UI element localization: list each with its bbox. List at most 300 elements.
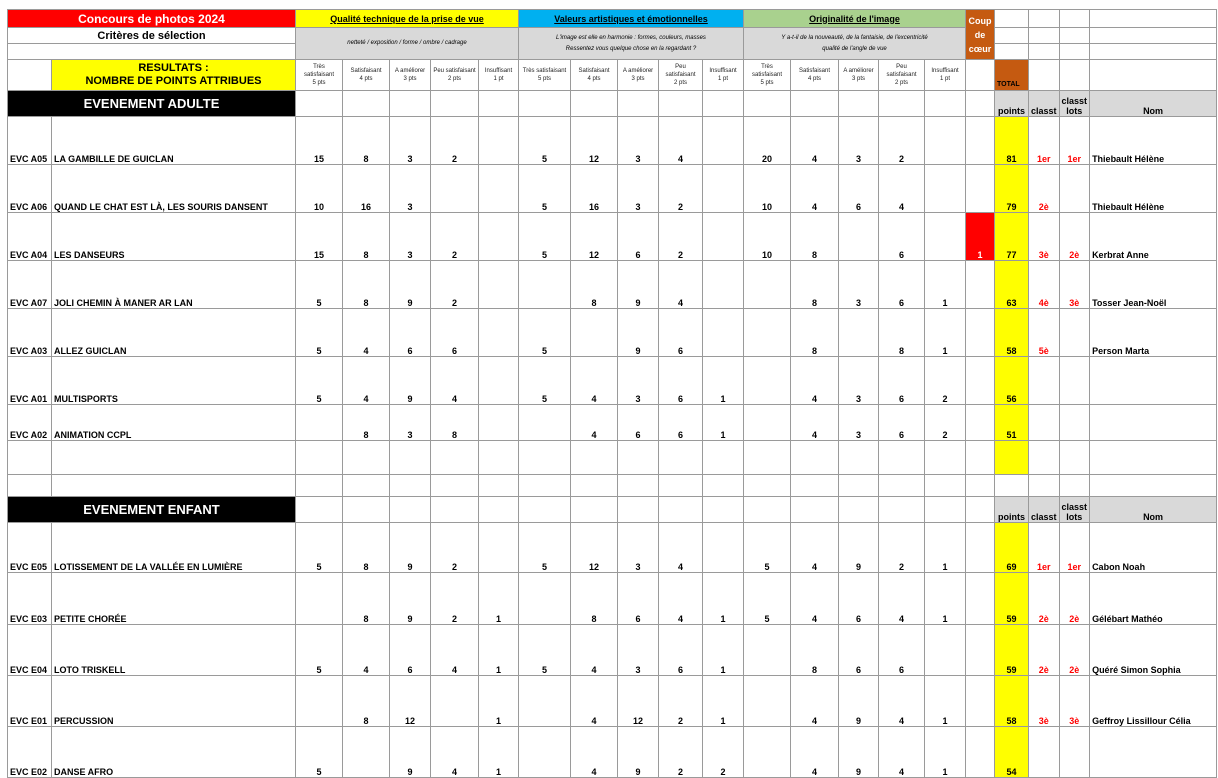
rating-label-1-3: Peu satisfaisant 2 pts <box>659 60 703 91</box>
score-cell: 4 <box>659 261 703 309</box>
score-cell: 5 <box>744 523 791 573</box>
coup-de-coeur-cell <box>966 676 995 727</box>
score-cell: 4 <box>879 165 925 213</box>
classt-cell: 1er <box>1029 117 1060 165</box>
score-cell: 6 <box>839 573 879 625</box>
score-cell: 5 <box>519 357 571 405</box>
score-cell: 10 <box>744 165 791 213</box>
score-cell: 6 <box>659 309 703 357</box>
score-cell <box>744 625 791 676</box>
author-name: Kerbrat Anne <box>1090 213 1217 261</box>
score-cell: 9 <box>839 727 879 778</box>
table-row <box>8 261 1217 309</box>
classt-lots-cell: 3è <box>1059 261 1090 309</box>
score-cell: 1 <box>925 523 966 573</box>
category-artistic-title: Valeurs artistiques et émotionnelles <box>519 10 744 28</box>
score-cell: 8 <box>791 213 839 261</box>
score-cell <box>296 676 343 727</box>
score-cell: 3 <box>839 261 879 309</box>
coup-de-coeur-cell <box>966 625 995 676</box>
classt-lots-cell: 3è <box>1059 676 1090 727</box>
score-cell <box>519 405 571 441</box>
section-title: EVENEMENT ENFANT <box>8 497 296 523</box>
table-row <box>8 117 1217 165</box>
score-cell: 4 <box>791 523 839 573</box>
photo-title: LES DANSEURS <box>52 213 296 261</box>
score-cell <box>925 117 966 165</box>
classt-lots-cell <box>1059 165 1090 213</box>
table-row <box>8 165 1217 213</box>
score-cell: 9 <box>390 357 431 405</box>
score-cell <box>744 405 791 441</box>
score-cell: 6 <box>618 405 659 441</box>
score-cell <box>925 213 966 261</box>
score-cell: 5 <box>296 357 343 405</box>
score-cell: 6 <box>879 357 925 405</box>
score-cell: 2 <box>431 573 479 625</box>
points-cell: 56 <box>995 357 1029 405</box>
score-cell: 4 <box>571 405 618 441</box>
classt-cell: 3è <box>1029 213 1060 261</box>
spreadsheet <box>7 9 1217 778</box>
nom-header: Nom <box>1090 91 1217 117</box>
points-cell: 59 <box>995 625 1029 676</box>
photo-code: EVC E03 <box>8 573 52 625</box>
photo-title: LOTISSEMENT DE LA VALLÉE EN LUMIÈRE <box>52 523 296 573</box>
score-cell: 2 <box>431 523 479 573</box>
score-cell: 1 <box>703 357 744 405</box>
table-row <box>8 625 1217 676</box>
score-cell: 3 <box>618 523 659 573</box>
score-cell: 6 <box>390 309 431 357</box>
author-name <box>1090 727 1217 778</box>
photo-title: LA GAMBILLE DE GUICLAN <box>52 117 296 165</box>
score-cell: 4 <box>659 573 703 625</box>
rating-label-2-1: Satisfaisant 4 pts <box>791 60 839 91</box>
score-cell: 4 <box>791 357 839 405</box>
score-cell: 4 <box>431 357 479 405</box>
coup-de-coeur-cell <box>966 117 995 165</box>
score-cell: 5 <box>519 213 571 261</box>
score-cell: 12 <box>390 676 431 727</box>
photo-code: EVC A06 <box>8 165 52 213</box>
score-cell: 4 <box>791 165 839 213</box>
table-row <box>8 213 1217 261</box>
score-cell: 3 <box>390 165 431 213</box>
score-cell: 5 <box>519 625 571 676</box>
score-cell: 4 <box>571 676 618 727</box>
score-cell: 4 <box>791 573 839 625</box>
score-cell <box>744 357 791 405</box>
classt-lots-cell: 2è <box>1059 573 1090 625</box>
category-technique-desc: netteté / exposition / forme / ombre / cadrage <box>296 28 519 60</box>
score-cell: 6 <box>390 625 431 676</box>
score-cell: 1 <box>925 676 966 727</box>
table-row <box>8 357 1217 405</box>
rating-label-0-0: Très satisfaisant 5 pts <box>296 60 343 91</box>
score-cell <box>479 357 519 405</box>
score-cell: 2 <box>925 405 966 441</box>
score-cell: 1 <box>479 727 519 778</box>
score-cell: 1 <box>925 309 966 357</box>
rating-label-0-3: Peu satisfaisant 2 pts <box>431 60 479 91</box>
points-cell: 54 <box>995 727 1029 778</box>
classt-lots-cell: 2è <box>1059 213 1090 261</box>
score-cell <box>479 405 519 441</box>
score-cell: 3 <box>390 213 431 261</box>
classt-lots-header: classt lots <box>1059 497 1090 523</box>
score-cell: 4 <box>659 117 703 165</box>
score-cell <box>703 213 744 261</box>
score-cell: 9 <box>618 261 659 309</box>
score-cell: 20 <box>744 117 791 165</box>
photo-title: ANIMATION CCPL <box>52 405 296 441</box>
score-cell: 2 <box>925 357 966 405</box>
score-cell: 6 <box>879 261 925 309</box>
score-cell: 10 <box>296 165 343 213</box>
score-cell <box>703 261 744 309</box>
coup-de-coeur-cell <box>966 523 995 573</box>
nom-header: Nom <box>1090 497 1217 523</box>
score-cell <box>744 676 791 727</box>
score-cell: 4 <box>343 309 390 357</box>
points-cell: 77 <box>995 213 1029 261</box>
score-cell: 5 <box>519 117 571 165</box>
results-table <box>7 9 1217 778</box>
score-cell: 1 <box>479 676 519 727</box>
photo-title: LOTO TRISKELL <box>52 625 296 676</box>
score-cell: 5 <box>519 165 571 213</box>
score-cell <box>744 309 791 357</box>
score-cell: 4 <box>431 625 479 676</box>
score-cell: 3 <box>618 357 659 405</box>
score-cell: 8 <box>571 573 618 625</box>
score-cell: 6 <box>618 213 659 261</box>
score-cell: 2 <box>659 676 703 727</box>
score-cell: 8 <box>343 573 390 625</box>
classt-cell: 1er <box>1029 523 1060 573</box>
rating-label-1-1: Satisfaisant 4 pts <box>571 60 618 91</box>
score-cell <box>431 676 479 727</box>
score-cell: 4 <box>343 625 390 676</box>
score-cell: 12 <box>618 676 659 727</box>
category-originality-desc: Y a-t-il de la nouveauté, de la fantaisie, de l'excentricité qualité de l'angle de vue <box>744 28 966 60</box>
photo-title: DANSE AFRO <box>52 727 296 778</box>
score-cell: 2 <box>431 261 479 309</box>
score-cell <box>839 309 879 357</box>
classt-cell: 4è <box>1029 261 1060 309</box>
score-cell: 4 <box>571 357 618 405</box>
score-cell: 5 <box>296 309 343 357</box>
photo-code: EVC E01 <box>8 676 52 727</box>
score-cell: 5 <box>296 625 343 676</box>
score-cell <box>925 625 966 676</box>
classt-cell: 2è <box>1029 165 1060 213</box>
photo-title: QUAND LE CHAT EST LÀ, LES SOURIS DANSENT <box>52 165 296 213</box>
category-technique-title: Qualité technique de la prise de vue <box>296 10 519 28</box>
category-originality-title: Originalité de l'image <box>744 10 966 28</box>
score-cell: 3 <box>390 405 431 441</box>
score-cell <box>519 727 571 778</box>
score-cell <box>343 727 390 778</box>
points-cell: 58 <box>995 676 1029 727</box>
score-cell <box>703 523 744 573</box>
coup-de-coeur-cell <box>966 573 995 625</box>
score-cell: 16 <box>343 165 390 213</box>
points-header: points <box>995 91 1029 117</box>
score-cell: 4 <box>791 117 839 165</box>
photo-code: EVC A03 <box>8 309 52 357</box>
points-cell: 63 <box>995 261 1029 309</box>
total-header: TOTAL <box>995 60 1029 91</box>
score-cell: 4 <box>791 405 839 441</box>
score-cell: 4 <box>791 727 839 778</box>
coup-de-coeur-cell <box>966 261 995 309</box>
author-name: Geffroy Lissillour Célia <box>1090 676 1217 727</box>
points-cell: 59 <box>995 573 1029 625</box>
coup-de-coeur-cell <box>966 405 995 441</box>
score-cell: 9 <box>390 573 431 625</box>
score-cell: 3 <box>618 165 659 213</box>
score-cell: 8 <box>343 261 390 309</box>
coup-de-coeur-cell <box>966 727 995 778</box>
score-cell <box>925 165 966 213</box>
rating-label-2-4: Insuffisant 1 pt <box>925 60 966 91</box>
score-cell: 5 <box>296 727 343 778</box>
author-name <box>1090 405 1217 441</box>
table-row <box>8 573 1217 625</box>
score-cell: 1 <box>925 261 966 309</box>
score-cell: 1 <box>479 573 519 625</box>
classt-lots-cell: 1er <box>1059 117 1090 165</box>
rating-label-1-4: Insuffisant 1 pt <box>703 60 744 91</box>
photo-title: JOLI CHEMIN À MANER AR LAN <box>52 261 296 309</box>
classt-cell <box>1029 727 1060 778</box>
coup-de-coeur-cell <box>966 165 995 213</box>
table-row <box>8 405 1217 441</box>
score-cell: 8 <box>791 309 839 357</box>
classt-cell: 2è <box>1029 625 1060 676</box>
points-cell: 69 <box>995 523 1029 573</box>
score-cell: 9 <box>839 676 879 727</box>
points-cell: 58 <box>995 309 1029 357</box>
score-cell <box>519 261 571 309</box>
score-cell: 4 <box>879 573 925 625</box>
score-cell: 3 <box>390 117 431 165</box>
score-cell: 5 <box>744 573 791 625</box>
classt-lots-header: classt lots <box>1059 91 1090 117</box>
coup-de-coeur-cell <box>966 309 995 357</box>
score-cell <box>479 523 519 573</box>
score-cell: 6 <box>879 213 925 261</box>
table-row <box>8 727 1217 778</box>
section-title: EVENEMENT ADULTE <box>8 91 296 117</box>
coup-de-coeur-cell <box>966 357 995 405</box>
score-cell: 4 <box>659 523 703 573</box>
rating-label-2-3: Peu satisfaisant 2 pts <box>879 60 925 91</box>
score-cell: 6 <box>659 357 703 405</box>
score-cell: 2 <box>659 165 703 213</box>
score-cell: 10 <box>744 213 791 261</box>
rating-label-2-0: Très satisfaisant 5 pts <box>744 60 791 91</box>
score-cell: 1 <box>703 625 744 676</box>
criteria-label: Critères de sélection <box>8 28 296 44</box>
score-cell <box>296 573 343 625</box>
score-cell: 2 <box>879 523 925 573</box>
score-cell: 15 <box>296 213 343 261</box>
score-cell: 8 <box>343 523 390 573</box>
photo-title: PETITE CHORÉE <box>52 573 296 625</box>
score-cell: 1 <box>703 676 744 727</box>
score-cell: 1 <box>703 405 744 441</box>
photo-code: EVC E05 <box>8 523 52 573</box>
score-cell: 8 <box>571 261 618 309</box>
rating-label-0-1: Satisfaisant 4 pts <box>343 60 390 91</box>
score-cell: 4 <box>343 357 390 405</box>
author-name: Tosser Jean-Noël <box>1090 261 1217 309</box>
score-cell: 9 <box>390 523 431 573</box>
photo-code: EVC A04 <box>8 213 52 261</box>
photo-code: EVC A07 <box>8 261 52 309</box>
score-cell: 5 <box>519 309 571 357</box>
score-cell: 6 <box>879 625 925 676</box>
score-cell: 8 <box>791 625 839 676</box>
photo-code: EVC A01 <box>8 357 52 405</box>
score-cell: 2 <box>431 213 479 261</box>
score-cell: 3 <box>618 625 659 676</box>
classt-cell <box>1029 405 1060 441</box>
score-cell: 9 <box>390 727 431 778</box>
score-cell: 4 <box>879 676 925 727</box>
score-cell <box>744 261 791 309</box>
table-row <box>8 309 1217 357</box>
score-cell: 3 <box>839 405 879 441</box>
score-cell: 6 <box>659 625 703 676</box>
photo-title: ALLEZ GUICLAN <box>52 309 296 357</box>
points-cell: 51 <box>995 405 1029 441</box>
score-cell: 12 <box>571 523 618 573</box>
author-name: Quéré Simon Sophia <box>1090 625 1217 676</box>
score-cell: 16 <box>571 165 618 213</box>
coup-de-coeur-cell: 1 <box>966 213 995 261</box>
score-cell <box>744 727 791 778</box>
score-cell: 3 <box>618 117 659 165</box>
rating-label-1-0: Très satisfaisant 5 pts <box>519 60 571 91</box>
points-cell: 81 <box>995 117 1029 165</box>
rating-label-2-2: A améliorer 3 pts <box>839 60 879 91</box>
score-cell: 9 <box>390 261 431 309</box>
score-cell: 4 <box>791 676 839 727</box>
score-cell: 15 <box>296 117 343 165</box>
score-cell: 9 <box>839 523 879 573</box>
author-name: Gélébart Mathéo <box>1090 573 1217 625</box>
score-cell: 5 <box>296 523 343 573</box>
score-cell: 5 <box>296 261 343 309</box>
photo-code: EVC E02 <box>8 727 52 778</box>
score-cell: 12 <box>571 213 618 261</box>
photo-code: EVC A02 <box>8 405 52 441</box>
score-cell: 8 <box>343 676 390 727</box>
score-cell: 6 <box>839 625 879 676</box>
score-cell <box>479 117 519 165</box>
score-cell: 2 <box>659 727 703 778</box>
score-cell: 2 <box>703 727 744 778</box>
author-name <box>1090 357 1217 405</box>
score-cell: 4 <box>879 727 925 778</box>
classt-header: classt <box>1029 497 1060 523</box>
score-cell: 8 <box>791 261 839 309</box>
rating-label-0-4: Insuffisant 1 pt <box>479 60 519 91</box>
score-cell: 4 <box>571 625 618 676</box>
table-row <box>8 523 1217 573</box>
score-cell: 5 <box>519 523 571 573</box>
score-cell: 8 <box>431 405 479 441</box>
score-cell: 6 <box>879 405 925 441</box>
score-cell: 12 <box>571 117 618 165</box>
classt-lots-cell: 1er <box>1059 523 1090 573</box>
contest-title: Concours de photos 2024 <box>8 10 296 28</box>
classt-header: classt <box>1029 91 1060 117</box>
classt-lots-cell <box>1059 357 1090 405</box>
points-cell: 79 <box>995 165 1029 213</box>
coup-de-coeur-header: Coup de cœur <box>966 10 995 60</box>
score-cell: 9 <box>618 727 659 778</box>
score-cell: 1 <box>925 573 966 625</box>
author-name: Thiebault Hélène <box>1090 165 1217 213</box>
score-cell: 3 <box>839 117 879 165</box>
score-cell: 6 <box>839 165 879 213</box>
author-name: Thiebault Hélène <box>1090 117 1217 165</box>
results-label: RESULTATS : NOMBRE DE POINTS ATTRIBUES <box>52 60 296 91</box>
photo-title: MULTISPORTS <box>52 357 296 405</box>
score-cell: 2 <box>879 117 925 165</box>
score-cell <box>431 165 479 213</box>
table-row <box>8 676 1217 727</box>
author-name: Person Marta <box>1090 309 1217 357</box>
classt-cell: 2è <box>1029 573 1060 625</box>
rating-label-0-2: A améliorer 3 pts <box>390 60 431 91</box>
photo-code: EVC E04 <box>8 625 52 676</box>
score-cell: 4 <box>431 727 479 778</box>
author-name: Cabon Noah <box>1090 523 1217 573</box>
score-cell <box>519 573 571 625</box>
score-cell <box>479 213 519 261</box>
category-artistic-desc: L'image est elle en harmonie : formes, couleurs, masses Ressentez vous quelque chose en la regardant ? <box>519 28 744 60</box>
rating-label-1-2: A améliorer 3 pts <box>618 60 659 91</box>
score-cell <box>479 165 519 213</box>
score-cell: 1 <box>479 625 519 676</box>
photo-code: EVC A05 <box>8 117 52 165</box>
points-header: points <box>995 497 1029 523</box>
score-cell <box>519 676 571 727</box>
score-cell: 4 <box>571 727 618 778</box>
score-cell: 3 <box>839 357 879 405</box>
score-cell: 6 <box>431 309 479 357</box>
classt-lots-cell <box>1059 309 1090 357</box>
score-cell: 9 <box>618 309 659 357</box>
score-cell: 8 <box>343 213 390 261</box>
score-cell: 2 <box>659 213 703 261</box>
score-cell: 6 <box>659 405 703 441</box>
score-cell: 8 <box>343 405 390 441</box>
score-cell: 1 <box>703 573 744 625</box>
score-cell <box>703 117 744 165</box>
score-cell <box>839 213 879 261</box>
score-cell: 1 <box>925 727 966 778</box>
score-cell <box>571 309 618 357</box>
score-cell <box>479 309 519 357</box>
score-cell: 8 <box>343 117 390 165</box>
